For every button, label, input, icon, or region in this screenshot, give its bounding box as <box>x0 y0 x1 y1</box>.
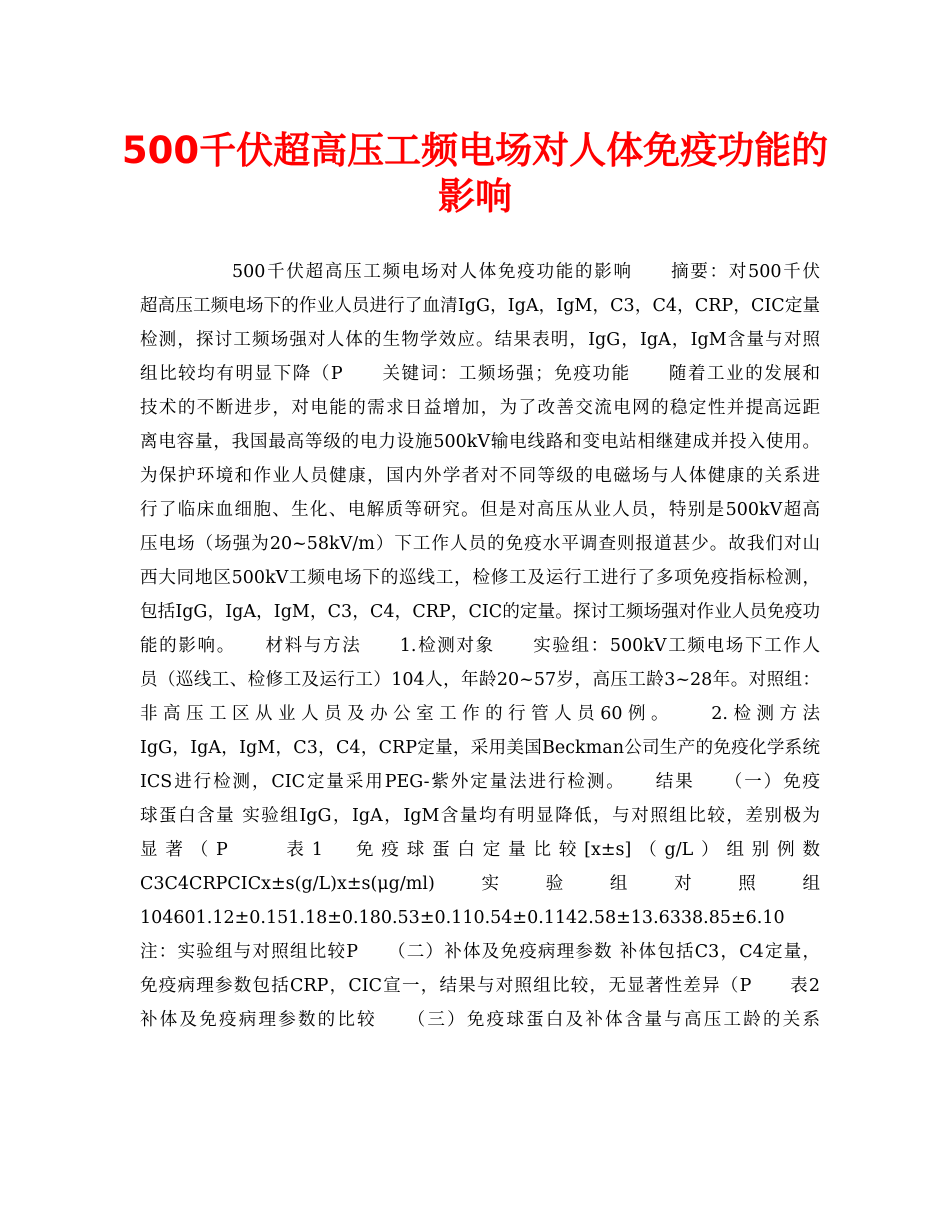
body-line: 能的影响。 材料与方法 1.检测对象 实验组：500kV工频电场下工作人 <box>140 636 820 656</box>
body-line: ICS进行检测，CIC定量采用PEG-紫外定量法进行检测。 结果 （一）免疫 <box>140 772 820 792</box>
body-line: 显著（P 表1 免疫球蛋白定量比较[x±s]（g/L）组别例数 <box>140 840 820 860</box>
body-line: 104601.12±0.151.18±0.180.53±0.110.54±0.1142.58±13.6338.85±6.10 <box>140 908 785 928</box>
body-line: 500千伏超高压工频电场对人体免疫功能的影响 摘要：对500千伏 <box>232 262 820 282</box>
body-line: 员（巡线工、检修工及运行工）104人，年龄20~57岁，高压工龄3~28年。对照组： <box>140 670 820 690</box>
body-line: 注：实验组与对照组比较P （二）补体及免疫病理参数 补体包括C3，C4定量， <box>140 942 820 962</box>
body-line: 为保护环境和作业人员健康，国内外学者对不同等级的电磁场与人体健康的关系进 <box>140 466 820 486</box>
document-title-line-1: 500千伏超高压工频电场对人体免疫功能的 <box>121 129 829 172</box>
document-body <box>140 255 820 1037</box>
body-line: 超高压工频电场下的作业人员进行了血清IgG，IgA，IgM，C3，C4，CRP，CIC定量 <box>140 296 820 316</box>
body-line: 球蛋白含量 实验组IgG，IgA，IgM含量均有明显降低，与对照组比较，差别极为 <box>140 806 820 826</box>
body-line: 行了临床血细胞、生化、电解质等研究。但是对高压从业人员，特别是500kV超高 <box>140 500 820 520</box>
body-line: 非高压工区从业人员及办公室工作的行管人员60例。 2.检测方法 <box>140 704 820 724</box>
body-line: 技术的不断进步，对电能的需求日益增加，为了改善交流电网的稳定性并提高远距 <box>140 398 820 418</box>
body-line: 西大同地区500kV工频电场下的巡线工，检修工及运行工进行了多项免疫指标检测， <box>140 568 820 588</box>
body-line: 补体及免疫病理参数的比较 （三）免疫球蛋白及补体含量与高压工龄的关系 <box>140 1010 820 1030</box>
body-line: 包括IgG，IgA，IgM，C3，C4，CRP，CIC的定量。探讨工频场强对作业人员免疫功 <box>140 602 820 622</box>
document-title-line-2: 影响 <box>438 175 512 218</box>
body-line: 离电容量，我国最高等级的电力设施500kV输电线路和变电站相继建成并投入使用。 <box>140 432 820 452</box>
body-line: 压电场（场强为20~58kV/m）下工作人员的免疫水平调查则报道甚少。故我们对山 <box>140 534 820 554</box>
body-line: 组比较均有明显下降（P 关键词：工频场强；免疫功能 随着工业的发展和 <box>140 364 820 384</box>
body-line: C3C4CRPCICx±s(g/L)x±s(μg/ml) 实 验 组 对 照 组 <box>140 874 820 894</box>
body-line: 免疫病理参数包括CRP，CIC宣一，结果与对照组比较，无显著性差异（P 表2 <box>140 976 820 996</box>
body-line: 检测，探讨工频场强对人体的生物学效应。结果表明，IgG，IgA，IgM含量与对照 <box>140 330 820 350</box>
body-line: IgG，IgA，IgM，C3，C4，CRP定量，采用美国Beckman公司生产的免疫化学系统 <box>140 738 820 758</box>
